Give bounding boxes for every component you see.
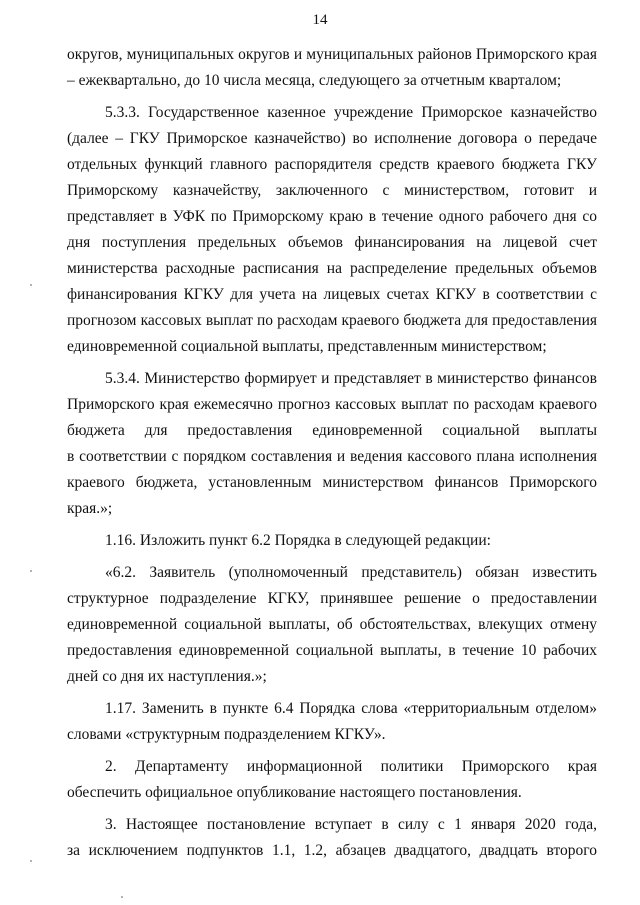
text-line: структурное подразделение КГКУ, принявшее решение о предоставлении (67, 590, 597, 607)
paragraph-start-line: 5.3.3. Государственное казенное учреждение Приморское казначейство (105, 104, 597, 121)
text-line: предоставления единовременной социальной выплаты, в течение 10 рабочих (67, 642, 597, 659)
text-line: за исключением подпунктов 1.1, 1.2, абзацев двадцатого, двадцать второго (67, 842, 597, 859)
text-line: прогнозом кассовых выплат по расходам краевого бюджета для предоставления (67, 312, 597, 329)
text-line: министерства расходные расписания на распределение предельных объемов (67, 260, 597, 277)
scan-dot (121, 896, 123, 898)
text-line: в соответствии с порядком составления и ведения кассового плана исполнения (67, 448, 597, 465)
paragraph-start-line: 3. Настоящее постановление вступает в силу с 1 января 2020 года, (105, 816, 597, 833)
text-line: единовременной социальной выплаты, об обстоятельствах, влекущих отмену (67, 616, 597, 633)
text-line: отдельных функций главного распорядителя средств краевого бюджета ГКУ (67, 156, 597, 173)
paragraph-start-line: 5.3.4. Министерство формирует и представляет в министерство финансов (105, 370, 597, 387)
page-number: 14 (312, 12, 328, 28)
scan-dot (30, 284, 32, 286)
paragraph-start-line: 2. Департаменту информационной политики Приморского края (105, 758, 597, 775)
scan-dot (30, 860, 32, 862)
paragraph-start-line: 1.16. Изложить пункт 6.2 Порядка в следующей редакции: (105, 532, 491, 549)
text-line: представляет в УФК по Приморскому краю в течение одного рабочего дня со (67, 208, 597, 225)
text-line: краевого бюджета, установленным министерством финансов Приморского (67, 474, 597, 491)
text-line: края.»; (67, 500, 113, 517)
text-line: обеспечить официальное опубликование настоящего постановления. (67, 784, 522, 801)
paragraph-start-line: 1.17. Заменить в пункте 6.4 Порядка слова «территориальным отделом» (105, 700, 597, 717)
text-line: финансирования КГКУ для учета на лицевых счетах КГКУ в соответствии с (67, 286, 597, 303)
text-line: дня поступления предельных объемов финансирования на лицевой счет (67, 234, 597, 251)
text-line: единовременной социальной выплаты, представленным министерством; (67, 338, 547, 355)
paragraph-start-line: «6.2. Заявитель (уполномоченный представитель) обязан известить (105, 564, 597, 581)
text-line: словами «структурным подразделением КГКУ». (67, 726, 386, 743)
text-line: – ежеквартально, до 10 числа месяца, следующего за отчетным кварталом; (67, 72, 562, 89)
text-line: (далее – ГКУ Приморское казначейство) во исполнение договора о передаче (67, 130, 597, 147)
text-line: бюджета для предоставления единовременной социальной выплаты (67, 422, 597, 439)
text-line: Приморского края ежемесячно прогноз кассовых выплат по расходам краевого (67, 396, 597, 413)
document-body (67, 42, 597, 864)
scan-dot (30, 570, 32, 572)
text-line: дней со дня их наступления.»; (67, 668, 267, 685)
text-line: Приморскому казначейству, заключенного с министерством, готовит и (67, 182, 597, 199)
text-line: округов, муниципальных округов и муниципальных районов Приморского края (67, 46, 597, 63)
